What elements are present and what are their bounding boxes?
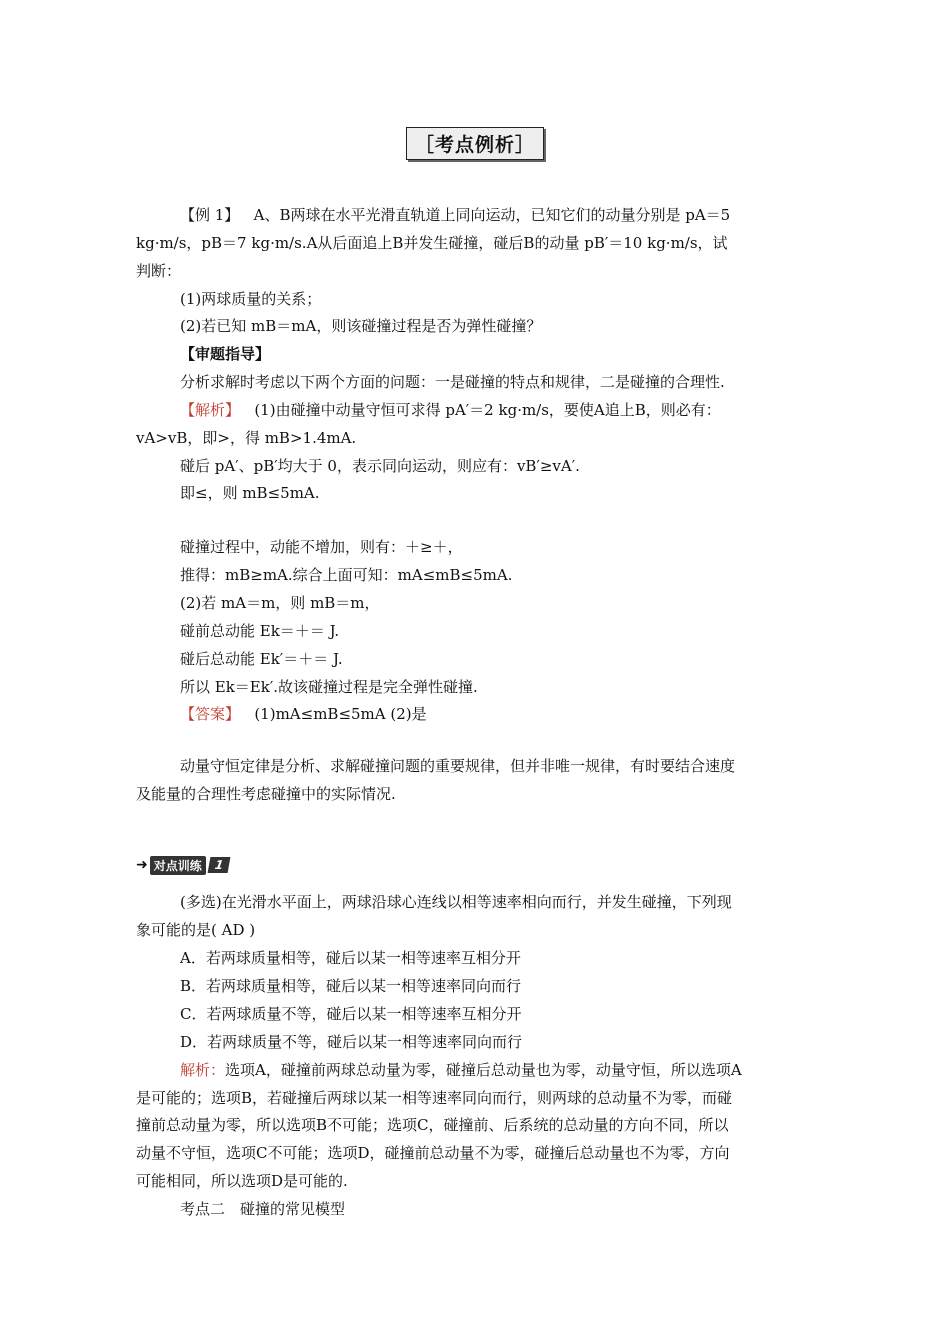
guide-text: 分析求解时考虑以下两个方面的问题：一是碰撞的特点和规律，二是碰撞的合理性.: [180, 373, 725, 391]
training-badge: [136, 855, 229, 875]
option-d: D．若两球质量不等，碰后以某一相等速率同向而行: [180, 1033, 523, 1051]
summary-line-1: 动量守恒定律是分析、求解碰撞问题的重要规律，但并非唯一规律，有时要结合速度: [180, 757, 736, 775]
option-c: C．若两球质量不等，碰后以某一相等速率互相分开: [180, 1005, 522, 1023]
training-badge-label: 对点训练: [150, 856, 206, 875]
solution-line-3: 碰后 pA′、pB′均大于 0，表示同向运动，则应有：vB′≥vA′.: [180, 457, 580, 475]
answer-text: (1)mA≤mB≤5mA (2)是: [254, 705, 427, 723]
arrow-icon: ➜: [136, 857, 148, 873]
explanation-line-1: [180, 1060, 742, 1080]
training-badge-number: 1: [207, 857, 230, 873]
answer-line: [180, 704, 427, 724]
explanation-label: 解析：: [180, 1061, 226, 1079]
solution-line-7: (2)若 mA＝m，则 mB＝m，: [180, 594, 380, 612]
answer-label: 【答案】: [180, 705, 241, 723]
training-question-2: 象可能的是( AD ): [136, 921, 256, 939]
solution-line-4: 即≤，则 mB≤5mA.: [180, 484, 320, 502]
training-question-1: (多选)在光滑水平面上，两球沿球心连线以相等速率相向而行，并发生碰撞，下列现: [180, 893, 732, 911]
option-a: A．若两球质量相等，碰后以某一相等速率互相分开: [180, 949, 521, 967]
explanation-line-2: 是可能的；选项B，若碰撞后两球以某一相等速率同向而行，则两球的总动量不为零，而碰: [136, 1089, 733, 1107]
solution-line-6: 推得：mB≥mA.综合上面可知：mA≤mB≤5mA.: [180, 566, 513, 584]
solution-text-1: (1)由碰撞中动量守恒可求得 pA′＝2 kg·m/s，要使A追上B，则必有：: [254, 401, 721, 419]
solution-label: 【解析】: [180, 401, 241, 419]
summary-line-2: 及能量的合理性考虑碰撞中的实际情况.: [136, 785, 396, 803]
solution-line-2: vA>vB，即>，得 mB>1.4mA.: [136, 429, 357, 447]
solution-line-5: 碰撞过程中，动能不增加，则有：＋≥＋，: [180, 538, 463, 556]
option-b: B．若两球质量相等，碰后以某一相等速率同向而行: [180, 977, 522, 995]
example-line-2: kg·m/s，pB＝7 kg·m/s.A从后面追上B并发生碰撞，碰后B的动量 pB′＝10 kg·m/s，试: [136, 234, 728, 252]
explanation-line-3: 撞前总动量为零，所以选项B不可能；选项C，碰撞前、后系统的总动量的方向不同，所以: [136, 1116, 729, 1134]
explanation-line-5: 可能相同，所以选项D是可能的.: [136, 1172, 348, 1190]
question-2: (2)若已知 mB＝mA，则该碰撞过程是否为弹性碰撞？: [180, 317, 542, 335]
solution-line-1: [180, 400, 721, 420]
heading-box: ［考点例析］: [406, 127, 544, 160]
solution-line-8: 碰前总动能 Ek＝＋＝ J.: [180, 622, 340, 640]
example-line-3: 判断：: [136, 262, 182, 280]
solution-line-10: 所以 Ek＝Ek′.故该碰撞过程是完全弹性碰撞.: [180, 678, 478, 696]
example-text-1: A、B两球在水平光滑直轨道上同向运动，已知它们的动量分别是 pA＝5: [253, 206, 731, 224]
question-1: (1)两球质量的关系；: [180, 290, 322, 308]
example-label: 【例 1】: [180, 206, 240, 224]
explanation-text-1: 选项A，碰撞前两球总动量为零，碰撞后总动量也为零，动量守恒，所以选项A: [225, 1061, 742, 1079]
example-line-1: [180, 205, 730, 225]
solution-line-9: 碰后总动能 Ek′＝＋＝ J.: [180, 650, 343, 668]
section-footer: 考点二 碰撞的常见模型: [180, 1200, 346, 1218]
explanation-line-4: 动量不守恒，选项C不可能；选项D，碰撞前总动量不为零，碰撞后总动量也不为零，方向: [136, 1144, 730, 1162]
guide-label: 【审题指导】: [180, 345, 271, 363]
section-heading: [0, 127, 950, 160]
